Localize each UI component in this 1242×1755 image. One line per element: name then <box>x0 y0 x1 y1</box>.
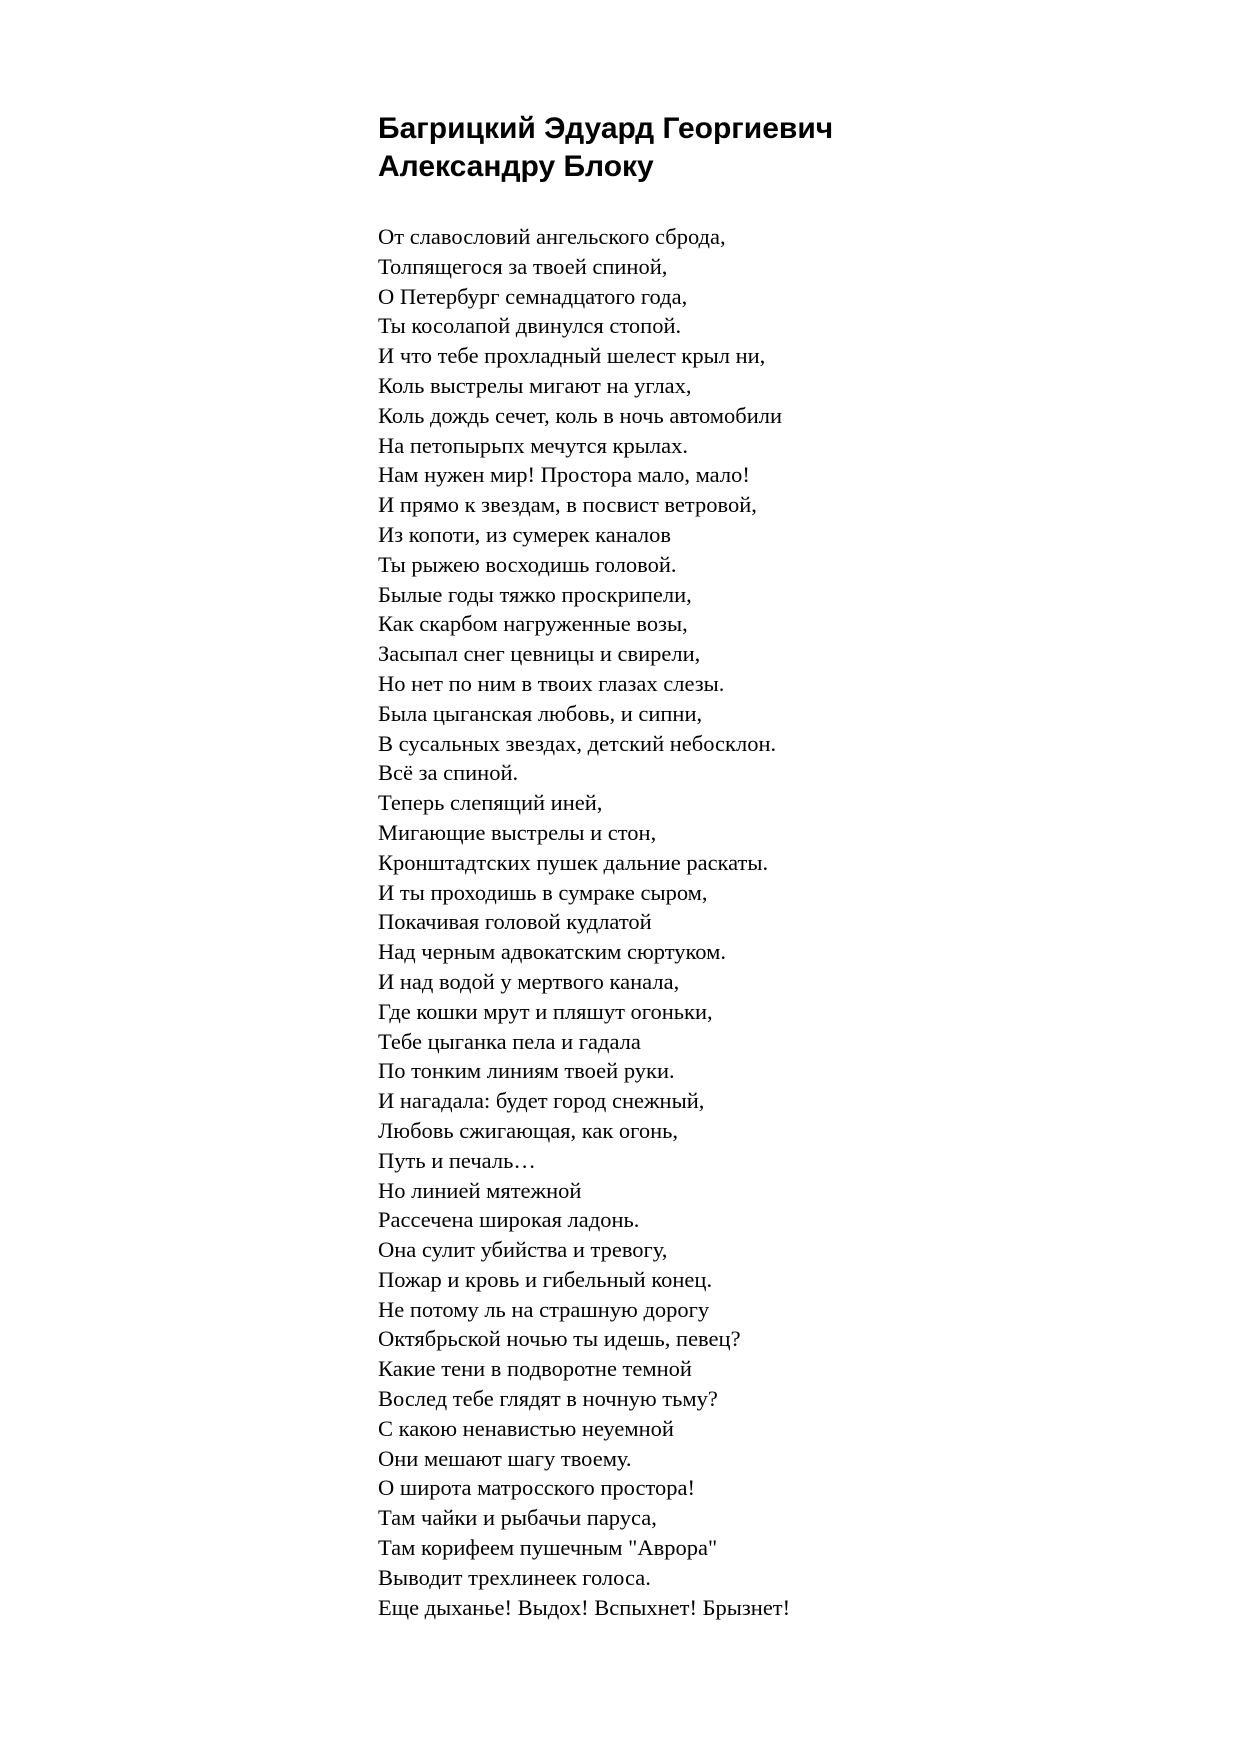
author-heading: Багрицкий Эдуард Георгиевич <box>378 112 834 145</box>
poem-line: Там чайки и рыбачьи паруса, <box>378 1505 657 1531</box>
poem-line: Всё за спиной. <box>378 760 519 786</box>
poem-line: Какие тени в подворотне темной <box>378 1356 692 1382</box>
poem-line: И над водой у мертвого канала, <box>378 968 680 994</box>
poem-line: Теперь слепящий иней, <box>378 790 603 816</box>
poem-line: На петопырьпх мечутся крылах. <box>378 432 688 458</box>
poem-line: От славословий ангельского сброда, <box>378 224 726 249</box>
poem-line: Ты рыжею восходишь головой. <box>378 551 677 577</box>
poem-line: И ты проходишь в сумраке сыром, <box>378 879 708 905</box>
poem-body <box>378 222 790 1622</box>
poem-line: Они мешают шагу твоему. <box>378 1445 632 1471</box>
poem-line: И нагадала: будет город снежный, <box>378 1088 705 1114</box>
poem-line: Над черным адвокатским сюртуком. <box>378 939 726 965</box>
poem-line: Мигающие выстрелы и стон, <box>378 819 657 845</box>
poem-line: Вослед тебе глядят в ночную тьму? <box>378 1386 718 1412</box>
poem-line: Где кошки мрут и пляшут огоньки, <box>378 998 713 1024</box>
poem-line: Коль дождь сечет, коль в ночь автомобили <box>378 402 783 428</box>
poem-line: О Петербург семнадцатого года, <box>378 283 688 309</box>
poem-line: Там корифеем пушечным "Аврора" <box>378 1535 718 1561</box>
poem-line: Выводит трехлинеек голоса. <box>378 1564 651 1590</box>
poem-title: Александру Блоку <box>378 150 654 183</box>
poem-line: Толпящегося за твоей спиной, <box>378 253 668 279</box>
poem-line: Рассечена широкая ладонь. <box>378 1207 640 1233</box>
poem-line: Кронштадтских пушек дальние раскаты. <box>378 849 769 875</box>
poem-line: Пожар и кровь и гибельный конец. <box>378 1266 713 1292</box>
poem-line: Но линией мятежной <box>378 1177 582 1203</box>
poem-line: Была цыганская любовь, и сипни, <box>378 700 703 726</box>
poem-line: Как скарбом нагруженные возы, <box>378 611 688 637</box>
poem-line: Октябрьской ночью ты идешь, певец? <box>378 1326 741 1352</box>
poem-line: О широта матросского простора! <box>378 1475 695 1501</box>
poem-line: Нам нужен мир! Простора мало, мало! <box>378 462 750 488</box>
poem-line: В сусальных звездах, детский небосклон. <box>378 730 777 756</box>
poem-line: Ты косолапой двинулся стопой. <box>378 313 682 339</box>
poem-line: Путь и печаль… <box>378 1147 536 1173</box>
poem-line: Тебе цыганка пела и гадала <box>378 1028 641 1054</box>
poem-line: Она сулит убийства и тревогу, <box>378 1237 668 1263</box>
poem-line: Не потому ль на страшную дорогу <box>378 1296 710 1322</box>
poem-line: Коль выстрелы мигают на углах, <box>378 372 692 398</box>
poem-line: Но нет по ним в твоих глазах слезы. <box>378 670 725 696</box>
document-header <box>378 110 833 186</box>
poem-line: И что тебе прохладный шелест крыл ни, <box>378 343 766 369</box>
poem-line: Еще дыханье! Выдох! Вспыхнет! Брызнет! <box>378 1594 791 1620</box>
poem-line: Из копоти, из сумерек каналов <box>378 521 672 547</box>
poem-line: Былые годы тяжко проскрипели, <box>378 581 692 607</box>
poem-line: С какою ненавистью неуемной <box>378 1415 674 1441</box>
poem-line: И прямо к звездам, в посвист ветровой, <box>378 492 757 518</box>
poem-line: Покачивая головой кудлатой <box>378 909 652 935</box>
poem-line: Засыпал снег цевницы и свирели, <box>378 641 701 667</box>
poem-line: По тонким линиям твоей руки. <box>378 1058 675 1084</box>
poem-line: Любовь сжигающая, как огонь, <box>378 1117 679 1143</box>
